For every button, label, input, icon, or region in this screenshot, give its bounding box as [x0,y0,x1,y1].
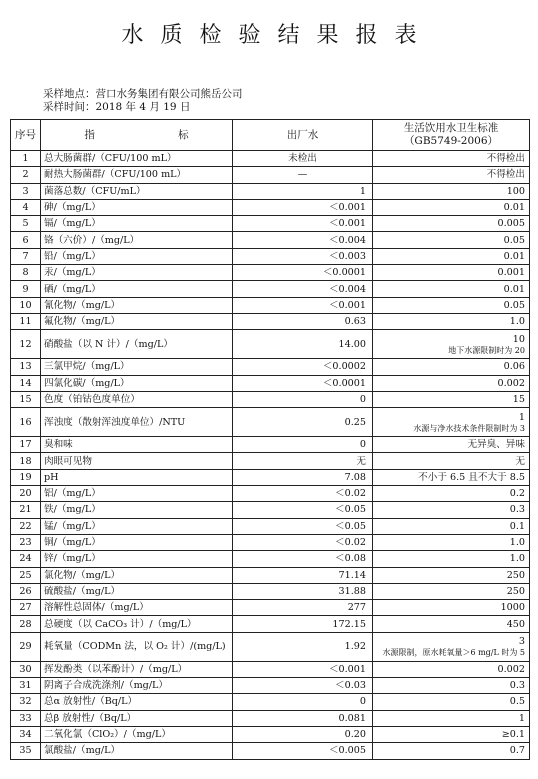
table-row [11,408,530,437]
indicator-name: 挥发酚类（以苯酚计）/（mg/L） [41,661,233,677]
standard-limit [373,437,530,453]
row-number: 20 [11,486,41,502]
row-number: 21 [11,502,41,518]
table-row [11,600,530,616]
outlet-value: 1 [233,183,373,199]
indicator-name: 铜/（mg/L） [41,534,233,550]
outlet-value: 0 [233,694,373,710]
standard-value: 250 [506,569,525,581]
standard-limit [373,151,530,167]
row-number: 12 [11,330,41,359]
indicator-name: 氯酸盐/（mg/L） [41,743,233,759]
standard-value: 3 [518,636,525,648]
outlet-value: 31.88 [233,583,373,599]
standard-value: 不得检出 [486,153,525,165]
outlet-value: ＜0.005 [233,743,373,759]
indicator-name: 四氯化碳/（mg/L） [41,375,233,391]
outlet-value: ＜0.05 [233,502,373,518]
table-row [11,469,530,485]
standard-value: 0.7 [509,745,525,757]
table-row [11,486,530,502]
table-row [11,567,530,583]
standard-limit [373,678,530,694]
standard-limit [373,567,530,583]
standard-value: 450 [506,618,525,630]
outlet-value: ＜0.05 [233,518,373,534]
standard-value: 1 [518,712,525,724]
row-number: 5 [11,216,41,232]
standard-value: 0.002 [497,663,525,675]
standard-limit [373,330,530,359]
standard-value: 0.01 [503,250,525,262]
indicator-name: pH [41,469,233,485]
table-row [11,375,530,391]
standard-value: 不小于 6.5 且不大于 8.5 [418,471,525,483]
table-row [11,330,530,359]
indicator-name: 铁/（mg/L） [41,502,233,518]
outlet-value: ＜0.0001 [233,375,373,391]
standard-limit [373,216,530,232]
row-number: 27 [11,600,41,616]
standard-value: 0.05 [503,234,525,246]
standard-value: 100 [506,185,525,197]
outlet-value: 277 [233,600,373,616]
standard-limit [373,632,530,661]
indicator-name: 臭和味 [41,437,233,453]
outlet-value: 0.25 [233,408,373,437]
indicator-name: 菌落总数/（CFU/mL） [41,183,233,199]
standard-value: 1000 [500,602,525,614]
table-row [11,437,530,453]
indicator-name: 肉眼可见物 [41,453,233,469]
row-number: 14 [11,375,41,391]
standard-limit [373,502,530,518]
standard-value: 0.05 [503,299,525,311]
standard-limit [373,551,530,567]
table-row [11,710,530,726]
standard-limit [373,183,530,199]
standard-limit [373,694,530,710]
indicator-name: 耐热大肠菌群/（CFU/100 mL） [41,167,233,183]
table-row [11,632,530,661]
standard-limit [373,375,530,391]
standard-value: 不得检出 [486,169,525,181]
header-standard: 生活饮用水卫生标准 （GB5749-2006） [373,120,530,151]
standard-limit [373,710,530,726]
standard-value: 无异臭、异味 [467,439,525,451]
row-number: 19 [11,469,41,485]
standard-limit [373,199,530,215]
outlet-value: 0.20 [233,726,373,742]
indicator-name: 铝/（mg/L） [41,486,233,502]
row-number: 33 [11,710,41,726]
row-number: 31 [11,678,41,694]
row-number: 22 [11,518,41,534]
standard-value: 0.06 [503,361,525,373]
table-row [11,694,530,710]
standard-limit [373,359,530,375]
table-header-row [11,120,530,151]
outlet-value: ＜0.004 [233,232,373,248]
standard-limit [373,248,530,264]
row-number: 17 [11,437,41,453]
standard-limit [373,297,530,313]
table-row [11,199,530,215]
table-row [11,583,530,599]
outlet-value: ＜0.08 [233,551,373,567]
indicator-name: 总β 放射性/（Bq/L） [41,710,233,726]
row-number: 7 [11,248,41,264]
standard-limit [373,265,530,281]
standard-limit [373,743,530,759]
table-row [11,551,530,567]
row-number: 15 [11,391,41,407]
row-number: 29 [11,632,41,661]
indicator-name: 总硬度（以 CaCO₃ 计）/（mg/L） [41,616,233,632]
table-row [11,726,530,742]
standard-limit [373,600,530,616]
indicator-name: 砷/（mg/L） [41,199,233,215]
indicator-name: 铅/（mg/L） [41,248,233,264]
outlet-value: 1.92 [233,632,373,661]
table-row [11,453,530,469]
standard-value: 1.0 [509,316,525,328]
standard-value: 0.2 [509,488,525,500]
row-number: 10 [11,297,41,313]
indicator-name: 氯化物/（mg/L） [41,567,233,583]
indicator-name: 氰化物/（mg/L） [41,297,233,313]
table-row [11,743,530,759]
indicator-name: 镉/（mg/L） [41,216,233,232]
row-number: 24 [11,551,41,567]
standard-value: 0.1 [509,520,525,532]
standard-limit [373,726,530,742]
standard-note: 地下水源限制时为 20 [448,345,525,355]
indicator-name: 耗氧量（CODMn 法，以 O₂ 计）/(mg/L) [41,632,233,661]
indicator-name: 阴离子合成洗涤剂/（mg/L） [41,678,233,694]
standard-limit [373,486,530,502]
indicator-name: 硫酸盐/（mg/L） [41,583,233,599]
report-title: 水质检验结果报表 [121,23,434,48]
table-row [11,661,530,677]
outlet-value: 7.08 [233,469,373,485]
indicator-name: 硝酸盐（以 N 计）/（mg/L） [41,330,233,359]
table-row [11,534,530,550]
table-row [11,281,530,297]
standard-value: 10 [512,333,525,345]
outlet-value: 71.14 [233,567,373,583]
table-row [11,151,530,167]
indicator-name: 锰/（mg/L） [41,518,233,534]
outlet-value: ＜0.001 [233,216,373,232]
row-number: 4 [11,199,41,215]
table-row [11,391,530,407]
standard-limit [373,534,530,550]
table-row [11,313,530,329]
row-number: 13 [11,359,41,375]
sampling-time: 采样时间：2018 年 4 月 19 日 [43,101,191,113]
outlet-value: 未检出 [233,151,373,167]
standard-limit [373,391,530,407]
standard-value: ≥0.1 [501,729,525,741]
indicator-name: 硒/（mg/L） [41,281,233,297]
standard-value: 0.001 [497,267,525,279]
outlet-value: 0 [233,391,373,407]
standard-limit [373,408,530,437]
standard-value: 0.5 [509,696,525,708]
standard-value: 无 [515,455,525,467]
standard-limit [373,167,530,183]
indicator-name: 浑浊度（散射浑浊度单位）/NTU [41,408,233,437]
table-row [11,232,530,248]
outlet-value: 0 [233,437,373,453]
outlet-value: ＜0.02 [233,534,373,550]
outlet-value: ＜0.003 [233,248,373,264]
standard-note: 水源限制，原水耗氧量＞6 mg/L 时为 5 [382,648,525,658]
row-number: 8 [11,265,41,281]
header-outlet: 出厂水 [233,120,373,151]
indicator-name: 氟化物/（mg/L） [41,313,233,329]
indicator-name: 三氯甲烷/（mg/L） [41,359,233,375]
outlet-value: ＜0.0002 [233,359,373,375]
indicator-name: 总α 放射性/（Bq/L） [41,694,233,710]
outlet-value: 0.081 [233,710,373,726]
standard-note: 水源与净水技术条件限制时为 3 [413,423,525,433]
outlet-value: 无 [233,453,373,469]
standard-value: 1.0 [509,537,525,549]
sampling-location: 采样地点：营口水务集团有限公司熊岳公司 [43,88,243,100]
row-number: 16 [11,408,41,437]
table-row [11,678,530,694]
row-number: 18 [11,453,41,469]
outlet-value: — [233,167,373,183]
table-row [11,616,530,632]
row-number: 26 [11,583,41,599]
standard-limit [373,583,530,599]
indicator-name: 铬（六价）/（mg/L） [41,232,233,248]
standard-value: 15 [512,394,525,405]
outlet-value: 14.00 [233,330,373,359]
outlet-value: ＜0.0001 [233,265,373,281]
indicator-name: 色度（铂钴色度单位） [41,391,233,407]
standard-value: 0.3 [509,680,525,692]
indicator-name: 溶解性总固体/（mg/L） [41,600,233,616]
outlet-value: ＜0.004 [233,281,373,297]
indicator-name: 总大肠菌群/（CFU/100 mL） [41,151,233,167]
standard-limit [373,232,530,248]
row-number: 11 [11,313,41,329]
row-number: 34 [11,726,41,742]
standard-value: 1 [518,411,525,423]
standard-limit [373,616,530,632]
row-number: 28 [11,616,41,632]
standard-value: 1.0 [509,553,525,565]
header-item: 指 标 [41,120,233,151]
row-number: 6 [11,232,41,248]
standard-limit [373,661,530,677]
table-row [11,359,530,375]
table-row [11,216,530,232]
table-row [11,248,530,264]
indicator-name: 二氧化氯（ClO₂）/（mg/L） [41,726,233,742]
row-number: 35 [11,743,41,759]
table-row [11,297,530,313]
standard-limit [373,281,530,297]
outlet-value: ＜0.001 [233,199,373,215]
standard-value: 0.01 [503,202,525,214]
outlet-value: ＜0.02 [233,486,373,502]
table-row [11,167,530,183]
standard-value: 0.01 [503,283,525,295]
table-row [11,518,530,534]
standard-limit [373,453,530,469]
outlet-value: ＜0.001 [233,297,373,313]
standard-value: 0.005 [497,218,525,230]
standard-limit [373,469,530,485]
outlet-value: 172.15 [233,616,373,632]
row-number: 23 [11,534,41,550]
results-table [10,119,530,760]
row-number: 2 [11,167,41,183]
header-no: 序号 [11,120,41,151]
indicator-name: 锌/（mg/L） [41,551,233,567]
standard-value: 0.3 [509,504,525,516]
outlet-value: 0.63 [233,313,373,329]
row-number: 9 [11,281,41,297]
row-number: 32 [11,694,41,710]
row-number: 1 [11,151,41,167]
table-row [11,265,530,281]
standard-value: 250 [506,585,525,597]
outlet-value: ＜0.001 [233,661,373,677]
standard-value: 0.002 [497,377,525,389]
row-number: 3 [11,183,41,199]
standard-limit [373,313,530,329]
row-number: 30 [11,661,41,677]
table-row [11,183,530,199]
indicator-name: 汞/（mg/L） [41,265,233,281]
row-number: 25 [11,567,41,583]
outlet-value: ＜0.03 [233,678,373,694]
table-row [11,502,530,518]
standard-limit [373,518,530,534]
